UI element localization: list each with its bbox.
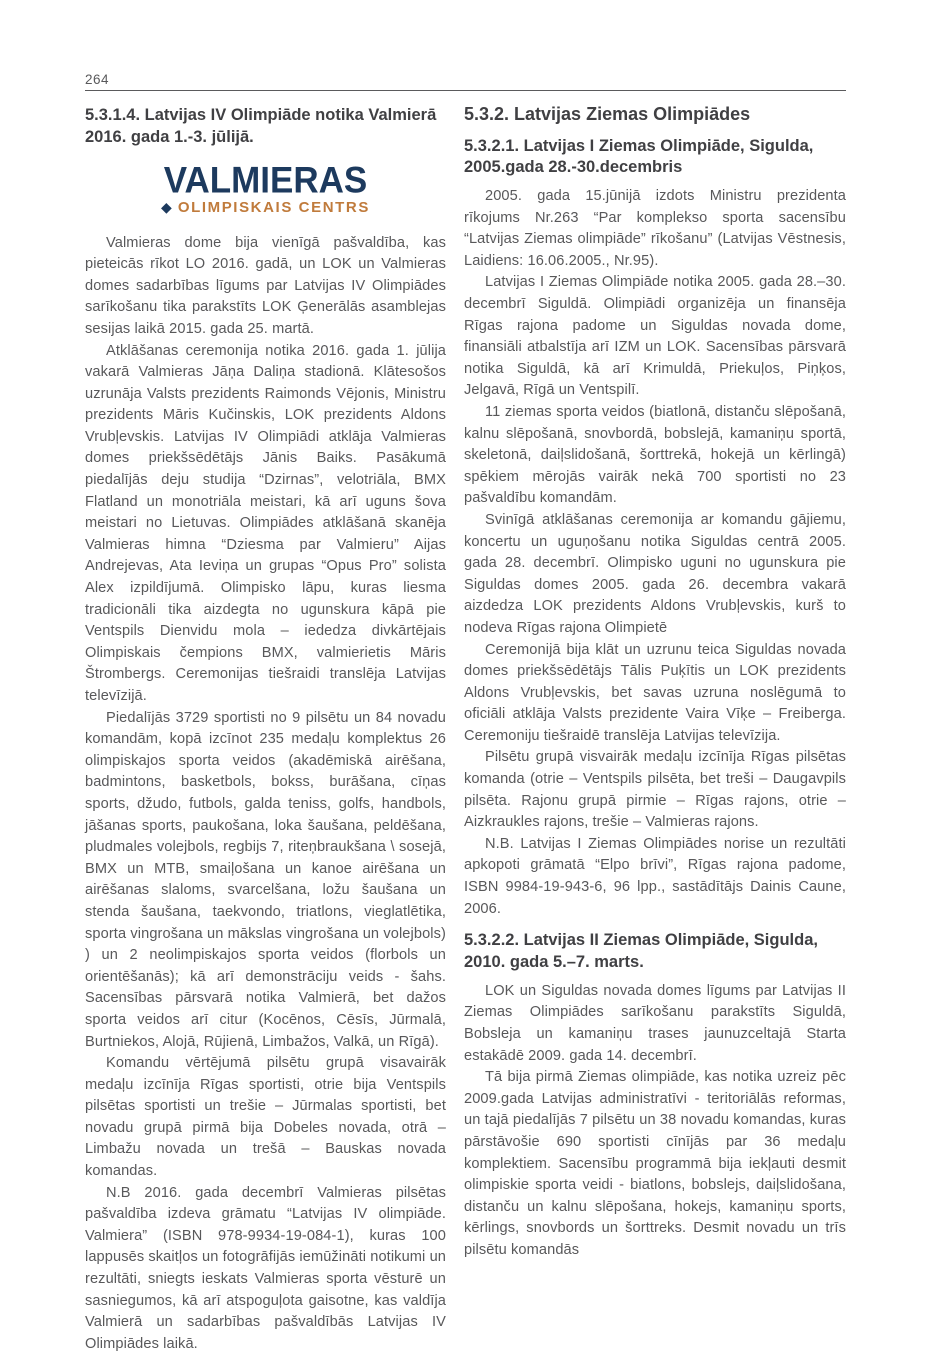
paragraph: Valmieras dome bija vienīgā pašvaldība, kas pieteicās rīkot LO 2016. gadā, un LOK un Valmieras domes sadarbības līgums par Latvijas IV Olimpiādes sarīkošanu tika parakstīts LOK Ģenerālās asamblejas sesijas laikā 2015. gada 25. martā. <box>85 234 446 337</box>
text-block: 5.3.2.1. Latvijas I Ziemas Olimpiāde, Sigulda, 2005.gada 28.-30.decembris <box>464 136 814 177</box>
paragraph: Komandu vērtējumā pilsētu grupā visavairāk medaļu izcīnīja Rīgas sportisti, otrie bija Ventspils pilsētas sportisti un trešie – Jūrmalas sportisti, bet novadu grupā pirmā bija Dobeles novada, otrā – Limbažu novada un trešā – Bauskas novada komandas. <box>85 1055 446 1180</box>
logo-subtitle: OLIMPISKAIS CENTRS <box>177 198 370 216</box>
text-block: Svinīgā atklāšanas ceremonija ar komandu gājiemu, koncertu un uguņošanu notika Siguldas centrā 2005. gada 28. decembrī. Olimpisko uguni no ugunskura pie Siguldas domes 2005. gada 26. decembra vakarā aizdedza LOK prezidents Aldons Vrubļevskis, kurš to nodeva Rīgas rajona Olimpietē <box>464 511 846 636</box>
text-block: Pilsētu grupā visvairāk medaļu izcīnīja Rīgas pilsētas komanda (otrie – Ventspils pilsēta, bet treši – Daugavpils pilsēta. Rajonu grupā pirmie – Rīgas rajons, otrie – Aizkraukles rajons, trešie – Valmieras rajons. <box>464 749 846 831</box>
text-block: 11 ziemas sporta veidos (biatlonā, distanču slēpošanā, kalnu slēpošanā, snovbordā, bobslejā, kamaniņu sportā, skeletonā, daiļslidošanā, šorttrekā, hokejā un kērlingā) spēkiem mērojās vairāk nekā 700 sportisti no 23 pašvaldību komandām. <box>464 403 846 507</box>
text-block: 2005. gada 15.jūnijā izdots Ministru prezidenta rīkojums Nr.263 “Par komplekso sporta sacensību “Latvijas Ziemas olimpiāde” rīkošanu” (Latvijas Vēstnesis, Laidiens: 16.06.2005., Nr.95). <box>464 188 846 269</box>
text-block: 5.3.2. Latvijas Ziemas Olimpiādes <box>464 104 751 124</box>
logo-subtitle-row <box>85 200 446 215</box>
text-block: Latvijas I Ziemas Olimpiāde notika 2005. gada 28.–30. decembrī Siguldā. Olimpiādi organizēja un finansēja Rīgas rajona padome un Siguldas novada dome, finansiāli atbalstīja arī IZM un LOK. Sacensības pārsvarā notika Siguldā, kā arī Krimuldā, Priekuļos, Piņķos, Jelgavā, Rīgā un Ventspilī. <box>464 274 846 399</box>
page-number: 264 <box>85 72 110 87</box>
logo-wordmark: VALMIERAS <box>163 159 368 201</box>
section-heading-5314: 5.3.1.4. Latvijas IV Olimpiāde notika Valmierā 2016. gada 1.-3. jūlijā. <box>85 106 437 146</box>
text-block: Ceremonijā bija klāt un uzrunu teica Siguldas novada domes priekšsēdētājs Tālis Puķītis un LOK prezidents Aldons Vrubļevskis, bet savas uzruna noslēgumā to oficiāli atklāja Valsts prezidente Vaira Vīķe – Freiberga. Ceremoniju tiešraidē translēja Latvijas televīzija. <box>464 641 846 744</box>
left-column <box>85 103 446 1355</box>
right-column-body <box>464 103 846 1261</box>
two-column-layout <box>85 103 846 1355</box>
text-block: Tā bija pirmā Ziemas olimpiāde, kas notika uzreiz pēc 2009.gada Latvijas administratīvi - teritoriālās reformas, un tajā piedalījās 7 pilsētu un 38 novadu komandas, kuras pārstāvošie 690 sportisti cīnījās par 36 medaļu komplektiem. Sacensību programmā bija iekļauti desmit olimpiskie sporta veidi - biatlons, bobslejs, daiļslidošana, distanču un kalnu slēpošana, hokejs, kamaniņu sports, kērlings, snovbords un šorttreks. Desmit novadu un trīs pilsētu komandās <box>464 1069 846 1258</box>
text-block: LOK un Siguldas novada domes līgums par Latvijas II Ziemas Olimpiādes sarīkošanu parakstīts Siguldā, Bobsleja un kamaniņu trases jaunuzceltajā Starta estakādē 2009. gada 14. decembrī. <box>464 982 846 1064</box>
text-block: 5.3.2.2. Latvijas II Ziemas Olimpiāde, Sigulda, 2010. gada 5.–7. marts. <box>464 931 818 971</box>
paragraph: Atklāšanas ceremonija notika 2016. gada 1. jūlija vakarā Valmieras Jāņa Daliņa stadionā. Klātesošos uzrunāja Valsts prezidents Raimonds Vējonis, Ministru prezidents Māris Kučinskis, LOK prezidents Aldons Vrubļevskis. Latvijas IV Olimpiādi atklāja Valmieras domes priekšsēdētājs Jānis Baiks. Pasākumā piedalījās deju studija “Dzirnas”, velotriāla, BMX Flatland un monotriāla meistari, kā arī uguns šova meistari no Lietuvas. Olimpiādes atklāšanā skanēja Valmieras himna “Dziesma par Valmieru” Aijas Andrejevas, Ata Ieviņa un grupas “Opus Pro” solista Alex izpildījumā. Olimpisko lāpu, kuras liesma tradicionāli tika aizdegta no ugunskura kāpā pie Ventspils Dienvidu mola – iededza divkārtējais Olimpiskais čempions BMX, valmierietis Māris Štrombergs. Ceremonijas tiešraidi translēja Latvijas televīzijā. <box>85 342 446 704</box>
right-column <box>464 103 846 1261</box>
book-page <box>85 72 846 1355</box>
diamond-icon: ◆ <box>161 199 172 216</box>
left-column-body <box>85 233 446 1355</box>
valmieras-olimpiskais-centrs-logo <box>85 159 446 216</box>
text-block: N.B. Latvijas I Ziemas Olimpiādes norise un rezultāti apkopoti grāmatā “Elpo brīvi”, Rīgas rajona padome, ISBN 9984-19-943-6, 96 lpp., sastādītājs Dainis Caune, 2006. <box>464 835 846 917</box>
header-rule <box>85 90 846 91</box>
paragraph: N.B 2016. gada decembrī Valmieras pilsētas pašvaldība izdeva grāmatu “Latvijas IV olimpiāde. Valmiera” (ISBN 978-9934-19-084-1), kuras 100 lappusēs skaitļos un fotogrāfijās iemūžināti notikumi un rezultāti, sniegts ieskats Valmieras sporta vēsturē un sasniegumos, kā arī atspoguļota gaisotne, kas valdīja Valmierā un sadarbības pašvaldībās Latvijas IV Olimpiādes laikā. <box>85 1184 446 1352</box>
paragraph: Piedalījās 3729 sportisti no 9 pilsētu un 84 novadu komandām, kopā izcīnot 235 medaļu komplektus 26 olimpiskajos sporta veidos (akadēmiskā airēšana, badmintons, basketbols, bokss, burāšana, cīņas sports, džudo, futbols, galda teniss, golfs, handbols, jāšanas sports, paukošana, loka šaušana, peldēšana, pludmales volejbols, regbijs 7, riteņbraukšana \ sosejā, BMX un MTB, smaiļošana un kanoe airēšana un airēšanas slaloms, svarcelšana, ložu šaušana un stenda šaušana, taekvondo, triatlons, vieglatlētika, sporta vingrošana un mākslas vingrošana un volejbols) ) un 2 neolimpiskajos sporta veidos (florbols un orientēšanās); kā arī demonstrāciju veids - šahs. Sacensības pārsvarā notika Valmierā, bet dažos sporta veidos arī citur (Kocēnos, Cēsīs, Jūrmalā, Burtniekos, Alojā, Rūjienā, Limbažos, Valkā, un Rīgā). <box>85 709 446 1050</box>
